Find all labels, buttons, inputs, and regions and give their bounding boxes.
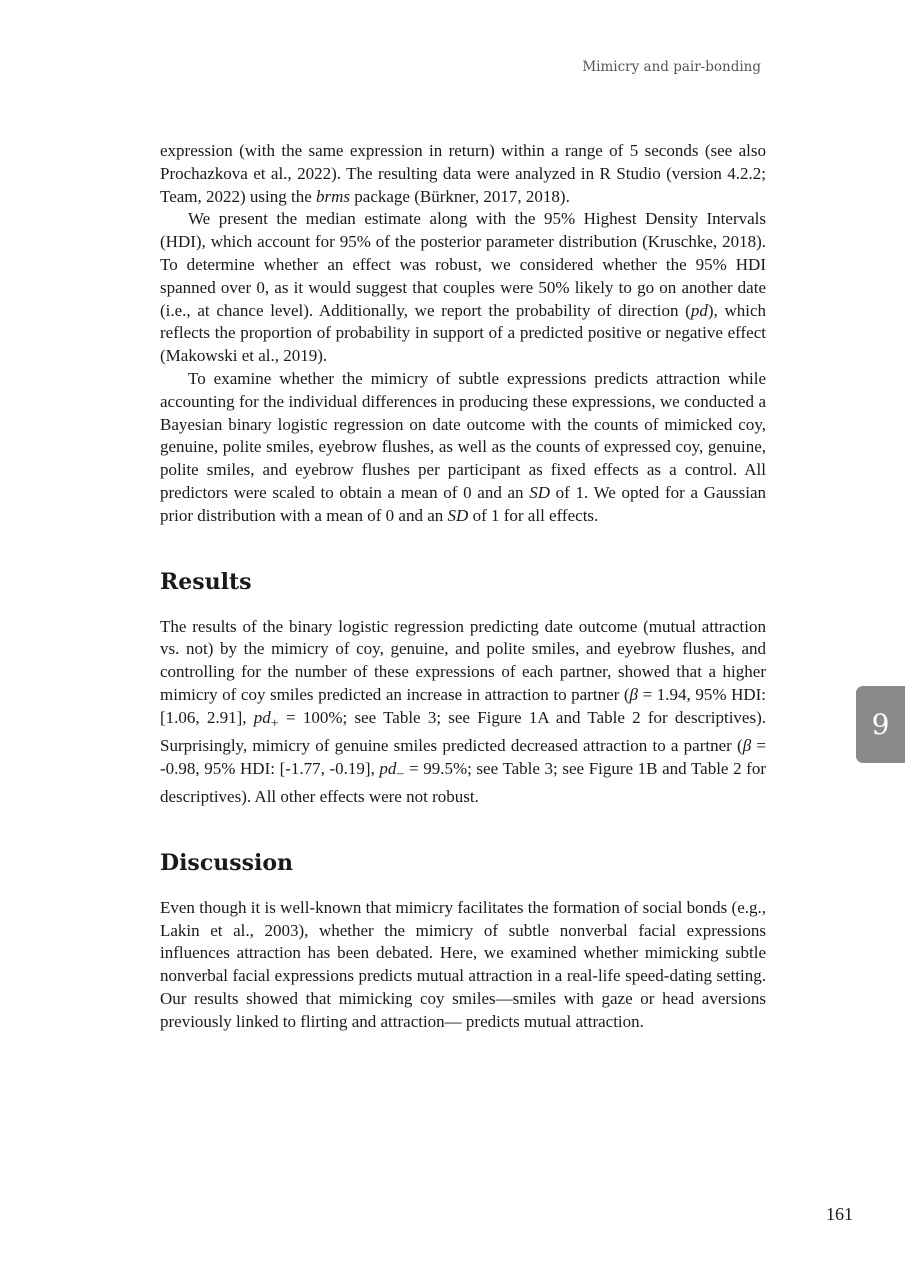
results-paragraph: The results of the binary logistic regression predicting date outcome (mutual attraction vs. not) by the mimicry of coy, genuine, and polite smiles, and eyebrow flushes, and controlling for the number of these expressions of each partner, showed that a higher mimicry of coy smiles predicted an increase in attraction to partner (β = 1.94, 95% HDI: [1.06, 2.91], $pd_+ = 100\%$; see Table 3; see Figure 1A and Table 2 for descriptives). Surprisingly, mimicry of genuine smiles predicted decreased attraction to a partner (β = -0.98, 95% HDI: [-1.77, -0.19], $pd_- = 99.5\%$; see Table 3; see Figure 1B and Table 2 for descriptives). All other effects were not robust. (160, 616, 767, 806)
discussion-paragraph: Even though it is well-known that mimicry facilitates the formation of social bonds (e.g., Lakin et al., 2003), whether the mimicry of subtle nonverbal facial expressions influences attraction has been debated. Here, we examined whether mimicking subtle nonverbal facial expressions predicts mutual attraction in a real-life speed-dating setting. Our results showed that mimicking coy smiles—smiles with gaze or head aversions previously linked to flirting and attraction— predicts mutual attraction. (160, 897, 766, 1031)
methods-paragraph-1: expression (with the same expression in return) within a range of 5 seconds (see also Prochazkova et al., 2022). The resulting data were analyzed in R Studio (version 4.2.2; Team, 2022) using the brms package (Bürkner, 2017, 2018). (160, 141, 766, 206)
results-heading: Results (160, 568, 252, 595)
methods-paragraph-3: To examine whether the mimicry of subtle expressions predicts attraction while accounting for the individual differences in producing these expressions, we conducted a Bayesian binary logistic regression on date outcome with the counts of mimicked coy, genuine, polite smiles, eyebrow flushes, as well as the counts of expressed coy, genuine, polite smiles, and eyebrow flushes per participant as fixed effects as a control. All predictors were scaled to obtain a mean of 0 and an SD of 1. We opted for a Gaussian prior distribution with a mean of 0 and an SD of 1 for all effects. (160, 368, 767, 525)
running-header: Mimicry and pair-bonding (582, 59, 761, 75)
chapter-number: 9 (871, 708, 890, 741)
page-body (160, 140, 766, 1033)
methods-paragraph-2: We present the median estimate along with the 95% Highest Density Intervals (HDI), which account for 95% of the posterior parameter distribution (Kruschke, 2018). To determine whether an effect was robust, we considered whether the 95% HDI spanned over 0, as it would suggest that couples were 50% likely to go on another date (i.e., at chance level). Additionally, we report the probability of direction (pd), which reflects the proportion of probability in support of a predicted positive or negative effect (Makowski et al., 2019). (160, 209, 766, 366)
chapter-tab (856, 686, 905, 763)
page-number: 161 (826, 1204, 853, 1224)
discussion-heading: Discussion (160, 849, 294, 876)
